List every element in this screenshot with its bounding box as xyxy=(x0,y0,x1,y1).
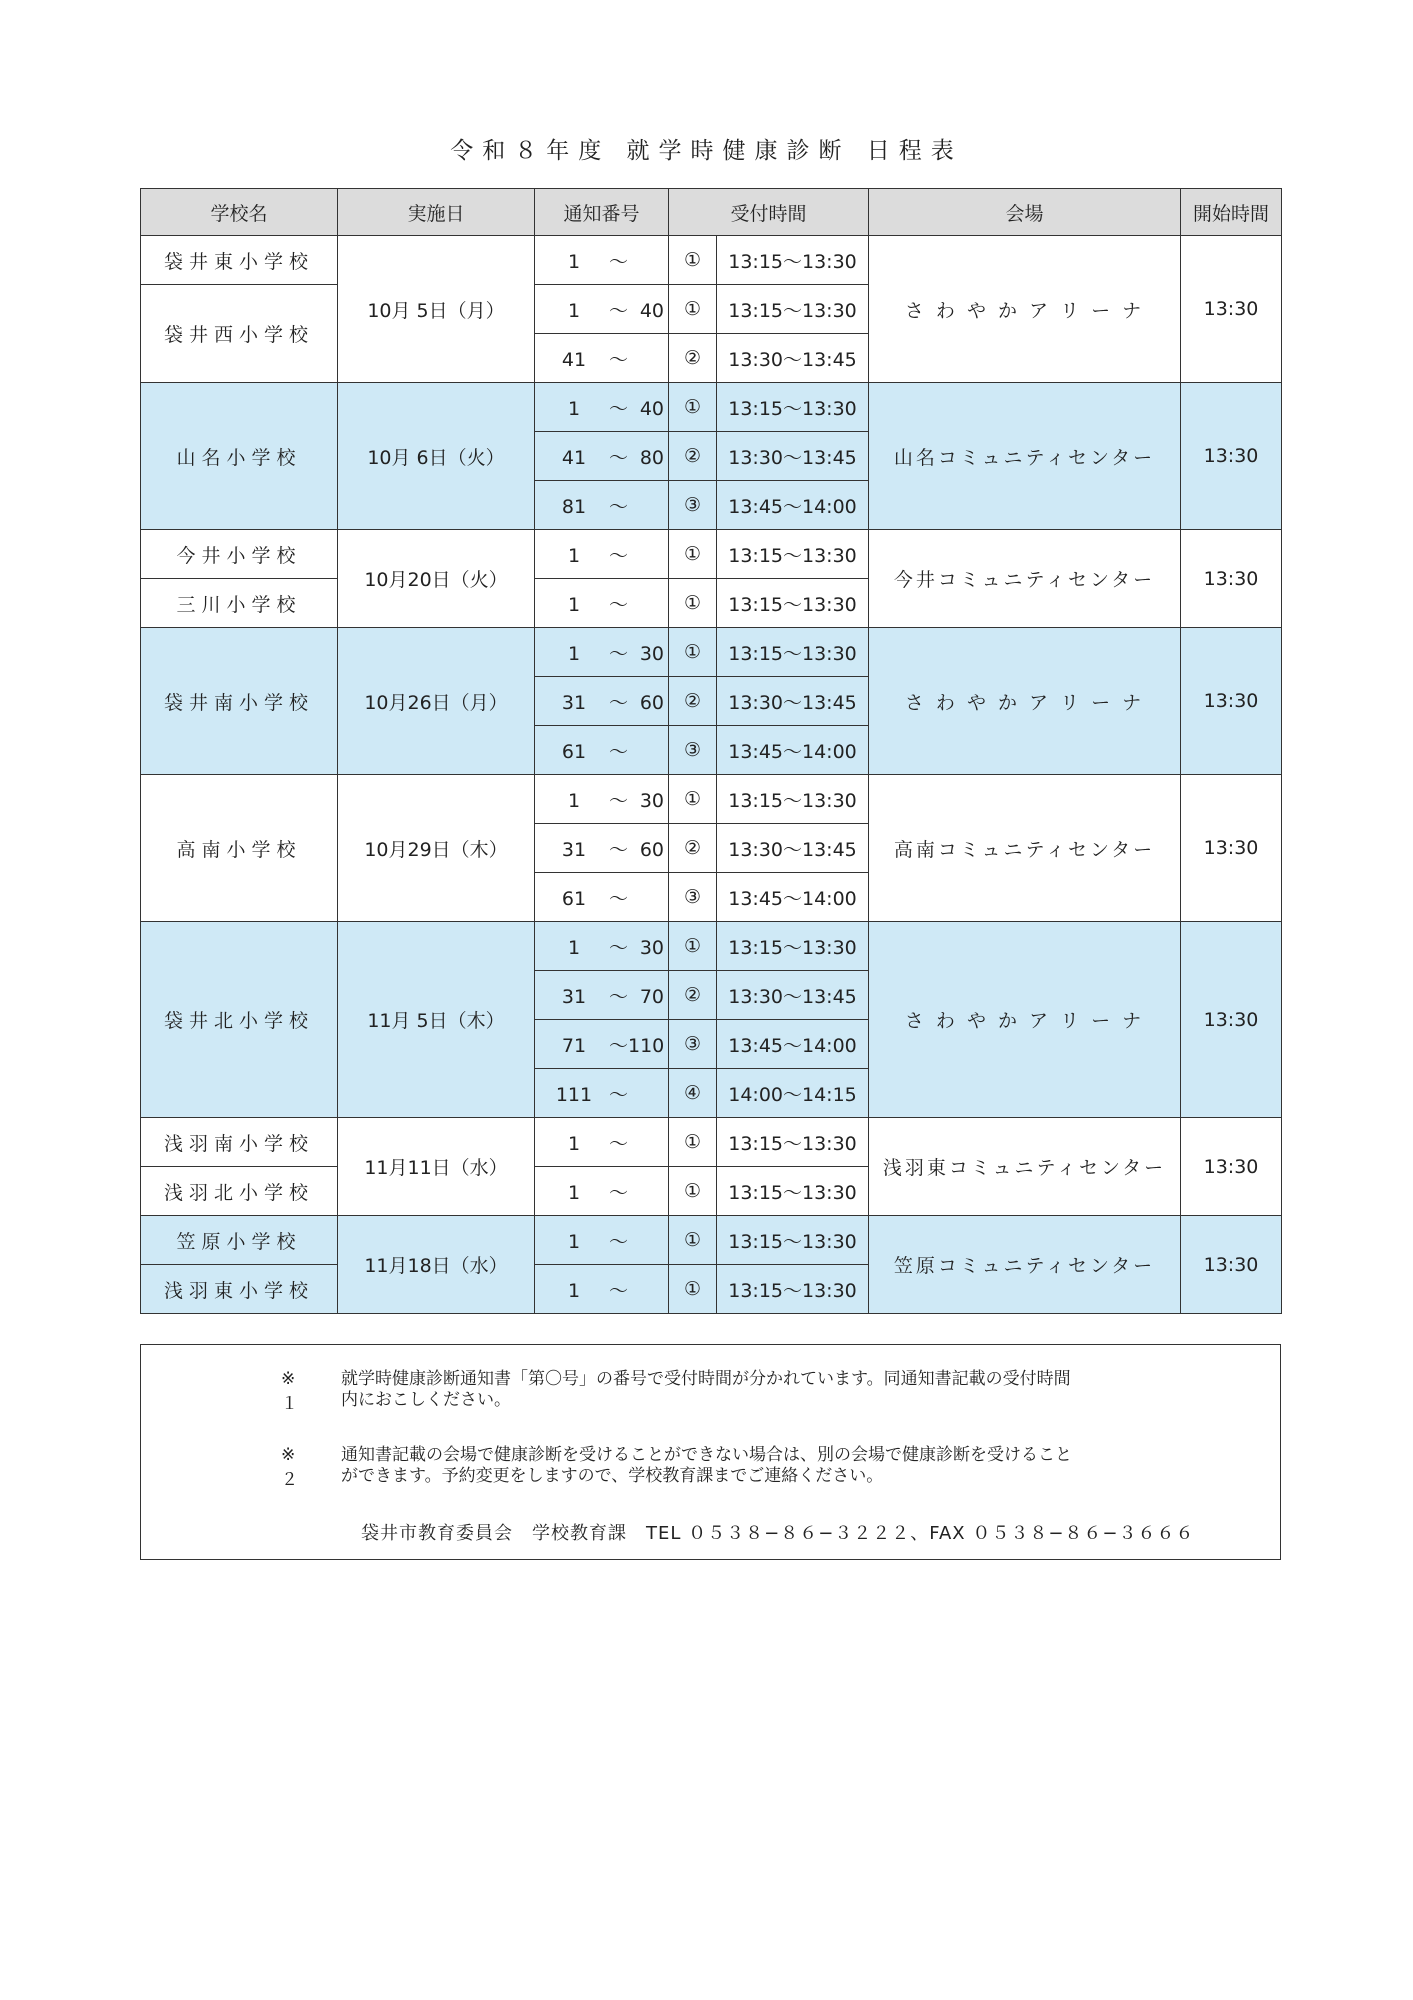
notice-start: 71 xyxy=(561,1034,587,1057)
notice-start: 1 xyxy=(567,1230,581,1253)
exam-date: 11月11日（水） xyxy=(338,1118,535,1216)
notice-number xyxy=(535,628,669,677)
note-mark: ※１ xyxy=(281,1369,298,1414)
notice-start: 1 xyxy=(567,397,581,420)
notice-start: 111 xyxy=(555,1083,593,1106)
notice-start: 1 xyxy=(567,1279,581,1302)
start-time: 13:30 xyxy=(1181,775,1282,922)
school-name: 浅羽北小学校 xyxy=(141,1167,338,1216)
reception-time: 13:30〜13:45 xyxy=(717,677,869,726)
school-name: 笠原小学校 xyxy=(141,1216,338,1265)
start-time: 13:30 xyxy=(1181,922,1282,1118)
table-row xyxy=(141,922,1282,971)
document-title: 令和８年度 就学時健康診断 日程表 xyxy=(450,138,963,164)
slot-number: ① xyxy=(669,285,717,334)
reception-time: 13:30〜13:45 xyxy=(717,334,869,383)
notice-number xyxy=(535,1265,669,1314)
notice-number xyxy=(535,1216,669,1265)
notice-tilde: 〜 xyxy=(608,1279,628,1302)
venue: 今井コミュニティセンター xyxy=(869,530,1181,628)
notice-end: 40 xyxy=(639,299,664,322)
notice-tilde: 〜 xyxy=(608,1230,628,1253)
notice-number xyxy=(535,285,669,334)
slot-number: ④ xyxy=(669,1069,717,1118)
contact-info: 袋井市教育委員会 学校教育課 TEL ０５３８−８６−３２２２、FAX ０５３８−８６−３６６６ xyxy=(361,1523,1195,1544)
slot-number: ① xyxy=(669,775,717,824)
notice-end: 30 xyxy=(639,936,664,959)
notice-tilde: 〜 xyxy=(608,985,628,1008)
notice-tilde: 〜 xyxy=(608,642,628,665)
school-name: 袋井南小学校 xyxy=(141,628,338,775)
notice-number xyxy=(535,775,669,824)
notice-tilde: 〜 xyxy=(608,397,628,420)
notice-tilde: 〜 xyxy=(608,250,628,273)
school-name: 袋井北小学校 xyxy=(141,922,338,1118)
notice-tilde: 〜 xyxy=(608,544,628,567)
header-notice-number: 通知番号 xyxy=(535,189,669,236)
reception-time: 13:15〜13:30 xyxy=(717,579,869,628)
notice-tilde: 〜 xyxy=(608,789,628,812)
notice-end: 70 xyxy=(639,985,664,1008)
notice-start: 1 xyxy=(567,789,581,812)
venue: 笠原コミュニティセンター xyxy=(869,1216,1181,1314)
venue: 山名コミュニティセンター xyxy=(869,383,1181,530)
exam-date: 10月20日（火） xyxy=(338,530,535,628)
slot-number: ① xyxy=(669,1167,717,1216)
school-name: 浅羽南小学校 xyxy=(141,1118,338,1167)
notice-start: 61 xyxy=(561,740,587,763)
reception-time: 13:15〜13:30 xyxy=(717,628,869,677)
school-name: 今井小学校 xyxy=(141,530,338,579)
notice-number xyxy=(535,432,669,481)
notice-end: 60 xyxy=(639,691,664,714)
table-row xyxy=(141,628,1282,677)
header-start-time: 開始時間 xyxy=(1181,189,1282,236)
notice-number xyxy=(535,334,669,383)
reception-time: 13:30〜13:45 xyxy=(717,824,869,873)
notice-start: 1 xyxy=(567,1132,581,1155)
notice-start: 61 xyxy=(561,887,587,910)
header-reception-time: 受付時間 xyxy=(669,189,869,236)
notice-number xyxy=(535,1020,669,1069)
notice-tilde: 〜 xyxy=(608,1083,628,1106)
notice-start: 41 xyxy=(561,446,587,469)
notice-tilde: 〜 xyxy=(608,593,628,616)
notice-number xyxy=(535,873,669,922)
slot-number: ② xyxy=(669,432,717,481)
reception-time: 13:15〜13:30 xyxy=(717,1167,869,1216)
reception-time: 13:15〜13:30 xyxy=(717,530,869,579)
notice-start: 81 xyxy=(561,495,587,518)
exam-date: 10月29日（木） xyxy=(338,775,535,922)
notice-number xyxy=(535,236,669,285)
reception-time: 13:15〜13:30 xyxy=(717,383,869,432)
reception-time: 13:45〜14:00 xyxy=(717,1020,869,1069)
notice-number xyxy=(535,530,669,579)
slot-number: ① xyxy=(669,530,717,579)
exam-date: 10月 6日（火） xyxy=(338,383,535,530)
notice-start: 31 xyxy=(561,985,587,1008)
notice-end: 30 xyxy=(639,642,664,665)
school-name: 浅羽東小学校 xyxy=(141,1265,338,1314)
notice-number xyxy=(535,383,669,432)
notice-tilde: 〜 xyxy=(608,1181,628,1204)
notice-tilde: 〜 xyxy=(608,740,628,763)
venue: さ わ や か ア リ ー ナ xyxy=(869,922,1181,1118)
notice-start: 31 xyxy=(561,838,587,861)
notice-tilde: 〜 xyxy=(608,446,628,469)
notice-tilde: 〜 xyxy=(608,691,628,714)
notice-start: 1 xyxy=(567,250,581,273)
slot-number: ③ xyxy=(669,873,717,922)
reception-time: 13:45〜14:00 xyxy=(717,873,869,922)
notice-start: 1 xyxy=(567,642,581,665)
notice-end: 110 xyxy=(628,1034,665,1057)
venue: さ わ や か ア リ ー ナ xyxy=(869,236,1181,383)
header-date: 実施日 xyxy=(338,189,535,236)
venue: 浅羽東コミュニティセンター xyxy=(869,1118,1181,1216)
start-time: 13:30 xyxy=(1181,628,1282,775)
note-text: 就学時健康診断通知書「第〇号」の番号で受付時間が分かれています。同通知書記載の受付時間内におこしください。 xyxy=(341,1369,1071,1410)
start-time: 13:30 xyxy=(1181,530,1282,628)
start-time: 13:30 xyxy=(1181,236,1282,383)
slot-number: ② xyxy=(669,971,717,1020)
table-row xyxy=(141,775,1282,824)
notice-start: 1 xyxy=(567,593,581,616)
reception-time: 14:00〜14:15 xyxy=(717,1069,869,1118)
notice-number xyxy=(535,579,669,628)
notice-number xyxy=(535,1069,669,1118)
notice-tilde: 〜 xyxy=(608,1132,628,1155)
slot-number: ① xyxy=(669,1118,717,1167)
notice-tilde: 〜 xyxy=(608,299,628,322)
notice-tilde: 〜 xyxy=(608,348,628,371)
table-row xyxy=(141,530,1282,579)
slot-number: ③ xyxy=(669,481,717,530)
notice-end: 30 xyxy=(639,789,664,812)
notice-tilde: 〜 xyxy=(608,1034,628,1057)
school-name: 山名小学校 xyxy=(141,383,338,530)
notice-tilde: 〜 xyxy=(608,936,628,959)
header-row xyxy=(141,189,1282,236)
slot-number: ① xyxy=(669,383,717,432)
start-time: 13:30 xyxy=(1181,383,1282,530)
exam-date: 11月18日（水） xyxy=(338,1216,535,1314)
notice-start: 1 xyxy=(567,544,581,567)
reception-time: 13:30〜13:45 xyxy=(717,971,869,1020)
table-row xyxy=(141,383,1282,432)
notice-number xyxy=(535,1167,669,1216)
venue: 高南コミュニティセンター xyxy=(869,775,1181,922)
venue: さ わ や か ア リ ー ナ xyxy=(869,628,1181,775)
slot-number: ② xyxy=(669,334,717,383)
notice-number xyxy=(535,1118,669,1167)
notice-start: 41 xyxy=(561,348,587,371)
table-row xyxy=(141,236,1282,285)
table-row xyxy=(141,1216,1282,1265)
schedule-table xyxy=(140,188,1282,1314)
exam-date: 11月 5日（木） xyxy=(338,922,535,1118)
reception-time: 13:15〜13:30 xyxy=(717,775,869,824)
slot-number: ① xyxy=(669,1216,717,1265)
notice-tilde: 〜 xyxy=(608,495,628,518)
school-name: 袋井東小学校 xyxy=(141,236,338,285)
notice-end: 40 xyxy=(639,397,664,420)
reception-time: 13:15〜13:30 xyxy=(717,236,869,285)
slot-number: ② xyxy=(669,677,717,726)
notice-tilde: 〜 xyxy=(608,838,628,861)
notice-number xyxy=(535,922,669,971)
notice-number xyxy=(535,677,669,726)
exam-date: 10月26日（月） xyxy=(338,628,535,775)
slot-number: ① xyxy=(669,579,717,628)
reception-time: 13:15〜13:30 xyxy=(717,285,869,334)
notice-start: 1 xyxy=(567,936,581,959)
notice-end: 60 xyxy=(639,838,664,861)
slot-number: ② xyxy=(669,824,717,873)
reception-time: 13:15〜13:30 xyxy=(717,1216,869,1265)
slot-number: ① xyxy=(669,628,717,677)
notice-start: 1 xyxy=(567,299,581,322)
notice-number xyxy=(535,824,669,873)
notice-number xyxy=(535,971,669,1020)
notes-box xyxy=(140,1344,1281,1560)
school-name: 袋井西小学校 xyxy=(141,285,338,383)
note-mark: ※２ xyxy=(281,1445,298,1490)
reception-time: 13:30〜13:45 xyxy=(717,432,869,481)
header-venue: 会場 xyxy=(869,189,1181,236)
notice-number xyxy=(535,481,669,530)
reception-time: 13:15〜13:30 xyxy=(717,922,869,971)
notice-end: 80 xyxy=(639,446,664,469)
notice-start: 1 xyxy=(567,1181,581,1204)
exam-date: 10月 5日（月） xyxy=(338,236,535,383)
notice-tilde: 〜 xyxy=(608,887,628,910)
school-name: 高南小学校 xyxy=(141,775,338,922)
header-school: 学校名 xyxy=(141,189,338,236)
notice-number xyxy=(535,726,669,775)
reception-time: 13:15〜13:30 xyxy=(717,1118,869,1167)
reception-time: 13:15〜13:30 xyxy=(717,1265,869,1314)
schedule-body xyxy=(141,236,1282,1314)
note-text: 通知書記載の会場で健康診断を受けることができない場合は、別の会場で健康診断を受けることができます。予約変更をしますので、学校教育課までご連絡ください。 xyxy=(341,1445,1072,1486)
slot-number: ③ xyxy=(669,1020,717,1069)
school-name: 三川小学校 xyxy=(141,579,338,628)
table-row xyxy=(141,1118,1282,1167)
start-time: 13:30 xyxy=(1181,1216,1282,1314)
reception-time: 13:45〜14:00 xyxy=(717,726,869,775)
reception-time: 13:45〜14:00 xyxy=(717,481,869,530)
slot-number: ③ xyxy=(669,726,717,775)
slot-number: ① xyxy=(669,236,717,285)
slot-number: ① xyxy=(669,1265,717,1314)
notice-start: 31 xyxy=(561,691,587,714)
start-time: 13:30 xyxy=(1181,1118,1282,1216)
slot-number: ① xyxy=(669,922,717,971)
